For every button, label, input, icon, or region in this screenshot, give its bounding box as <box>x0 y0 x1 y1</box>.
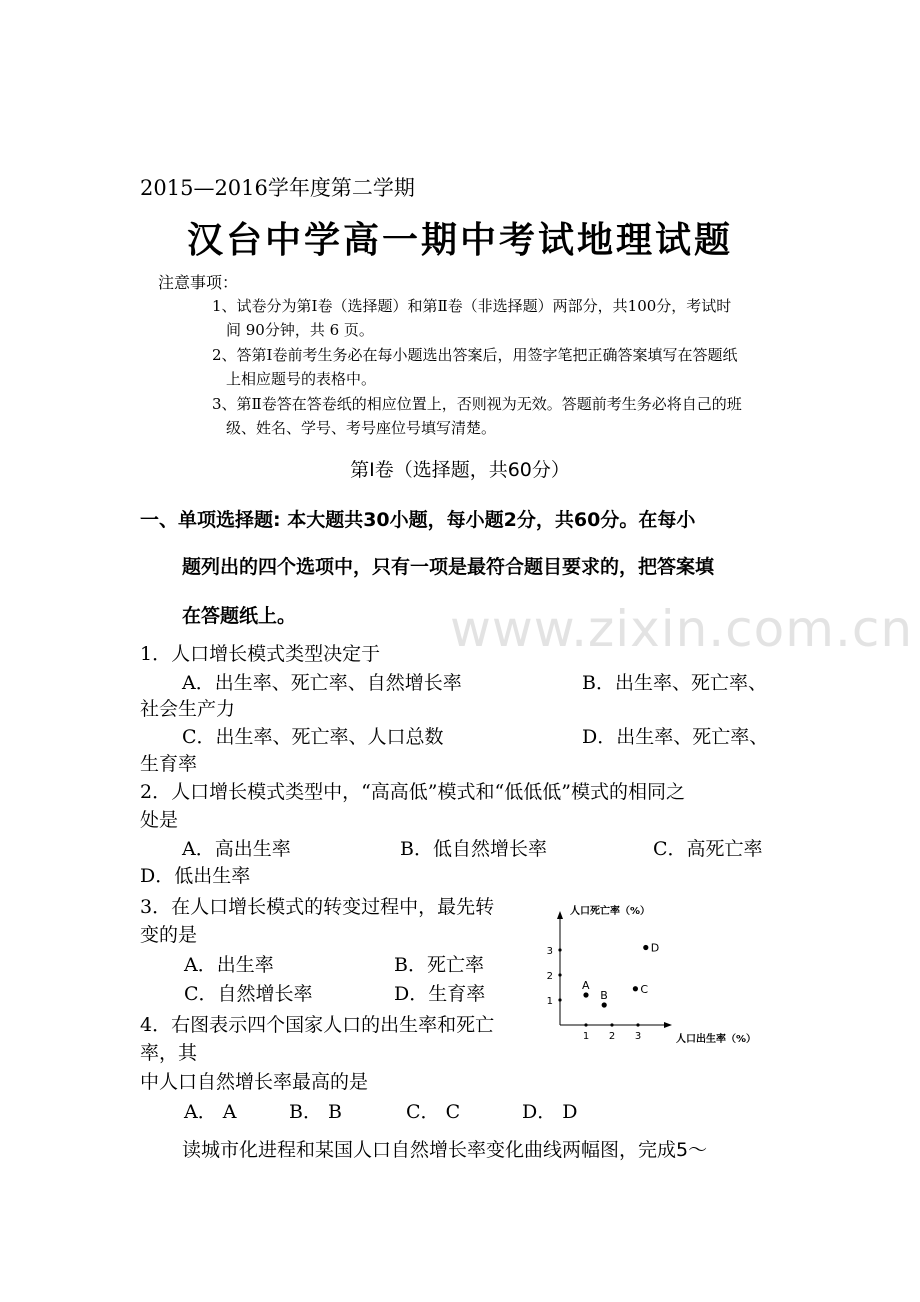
y-tick-mark <box>558 998 561 1001</box>
instruction-line-3: 在答题纸上。 <box>182 605 297 627</box>
x-tick-mark <box>636 1023 639 1026</box>
q4-option-b: B． B <box>289 1101 342 1123</box>
q3-stem-line-1: 3．在人口增长模式的转变过程中，最先转 <box>140 896 495 918</box>
q2-stem-line-2: 处是 <box>140 809 179 831</box>
q3-stem-line-2: 变的是 <box>140 924 198 946</box>
x-tick-mark <box>584 1023 587 1026</box>
notice-item-1-line-1: 1、试卷分为第Ⅰ卷（选择题）和第Ⅱ卷（非选择题）两部分，共100分，考试时 <box>212 297 732 315</box>
q1-option-d: D．出生率、死亡率、 <box>582 726 769 748</box>
x-axis-label: 人口出生率（%） <box>676 1034 757 1045</box>
school-year-line: 2015—2016学年度第二学期 <box>140 176 415 200</box>
point-group <box>582 942 659 1008</box>
instruction-line-1: 一、单项选择题: 本大题共30小题，每小题2分，共60分。在每小 <box>140 509 696 531</box>
watermark: www.zixin.com.cn <box>450 600 914 658</box>
q2-option-a: A．高出生率 <box>182 838 291 860</box>
data-point-label-c: C <box>640 982 649 996</box>
y-axis-arrow <box>557 911 563 919</box>
data-point-label-b: B <box>600 989 608 1002</box>
x-axis-arrow <box>664 1022 672 1028</box>
y-tick-label: 2 <box>546 971 553 982</box>
q1-option-b-cont: 社会生产力 <box>140 698 236 720</box>
q4-option-c: C． C <box>406 1101 461 1123</box>
q4-option-d: D． D <box>522 1101 578 1123</box>
data-point-label-d: D <box>650 941 660 955</box>
x-tick-label: 2 <box>608 1031 616 1042</box>
q4-stem-line-1: 4．右图表示四个国家人口的出生率和死亡 <box>140 1014 495 1036</box>
q2-option-c: C．高死亡率 <box>653 838 763 860</box>
y-axis-label: 人口死亡率（%） <box>570 906 651 917</box>
notice-item-3-line-1: 3、第Ⅱ卷答在答卷纸的相应位置上，否则视为无效。答题前考生务必将自己的班 <box>212 395 742 413</box>
q2-stem-line-1: 2．人口增长模式类型中，“高高低”模式和“低低低”模式的相同之 <box>140 781 685 803</box>
notice-item-2-line-1: 2、答第Ⅰ卷前考生务必在每小题选出答案后，用签字笔把正确答案填写在答题纸 <box>212 346 738 364</box>
q3-option-a: A．出生率 <box>184 954 274 976</box>
notice-item-1 <box>212 294 787 342</box>
next-instruction: 读城市化进程和某国人口自然增长率变化曲线两幅图，完成5～ <box>182 1139 708 1161</box>
data-point-label-a: A <box>582 979 590 992</box>
notice-item-3 <box>212 392 787 440</box>
data-point-d <box>643 945 648 950</box>
q3-option-b: B．死亡率 <box>394 954 484 976</box>
q3-option-d: D．生育率 <box>394 983 486 1005</box>
q1-stem: 1．人口增长模式类型决定于 <box>140 643 381 665</box>
q2-option-b: B．低自然增长率 <box>400 838 547 860</box>
section-1-title: 第Ⅰ卷（选择题，共60分） <box>350 459 570 481</box>
q2-option-d: D．低出生率 <box>140 865 251 887</box>
exam-title: 汉台中学高一期中考试地理试题 <box>186 220 733 261</box>
y-tick-mark <box>558 948 561 951</box>
y-tick-label: 1 <box>546 996 553 1007</box>
x-tick-label: 1 <box>582 1031 590 1042</box>
x-tick-label: 3 <box>634 1031 642 1042</box>
notice-item-2-line-2: 上相应题号的表格中。 <box>226 370 377 388</box>
q4-stem-line-3: 中人口自然增长率最高的是 <box>140 1071 369 1093</box>
q4-stem-line-2: 率，其 <box>140 1042 198 1064</box>
y-tick-label: 3 <box>546 946 553 957</box>
birth-death-scatter-chart <box>536 895 780 1055</box>
q1-option-a: A．出生率、死亡率、自然增长率 <box>182 672 462 694</box>
instruction-line-2: 题列出的四个选项中，只有一项是最符合题目要求的，把答案填 <box>182 556 715 578</box>
q1-option-c: C．出生率、死亡率、人口总数 <box>182 726 444 748</box>
notice-heading: 注意事项： <box>158 273 239 292</box>
data-point-c <box>633 986 638 991</box>
y-tick-mark <box>558 973 561 976</box>
notice-item-3-line-2: 级、姓名、学号、考号座位号填写清楚。 <box>226 419 497 437</box>
x-tick-mark <box>610 1023 613 1026</box>
data-point-a <box>583 992 588 997</box>
tick-group <box>547 946 642 1042</box>
q1-option-b: B．出生率、死亡率、 <box>582 672 767 694</box>
notice-item-1-line-2: 间 90分钟，共 6 页。 <box>226 321 374 339</box>
notice-item-2 <box>212 343 787 391</box>
q4-option-a: A． A <box>184 1101 237 1123</box>
q1-option-d-cont: 生育率 <box>140 753 198 775</box>
data-point-b <box>602 1002 607 1007</box>
q3-option-c: C．自然增长率 <box>184 983 313 1005</box>
